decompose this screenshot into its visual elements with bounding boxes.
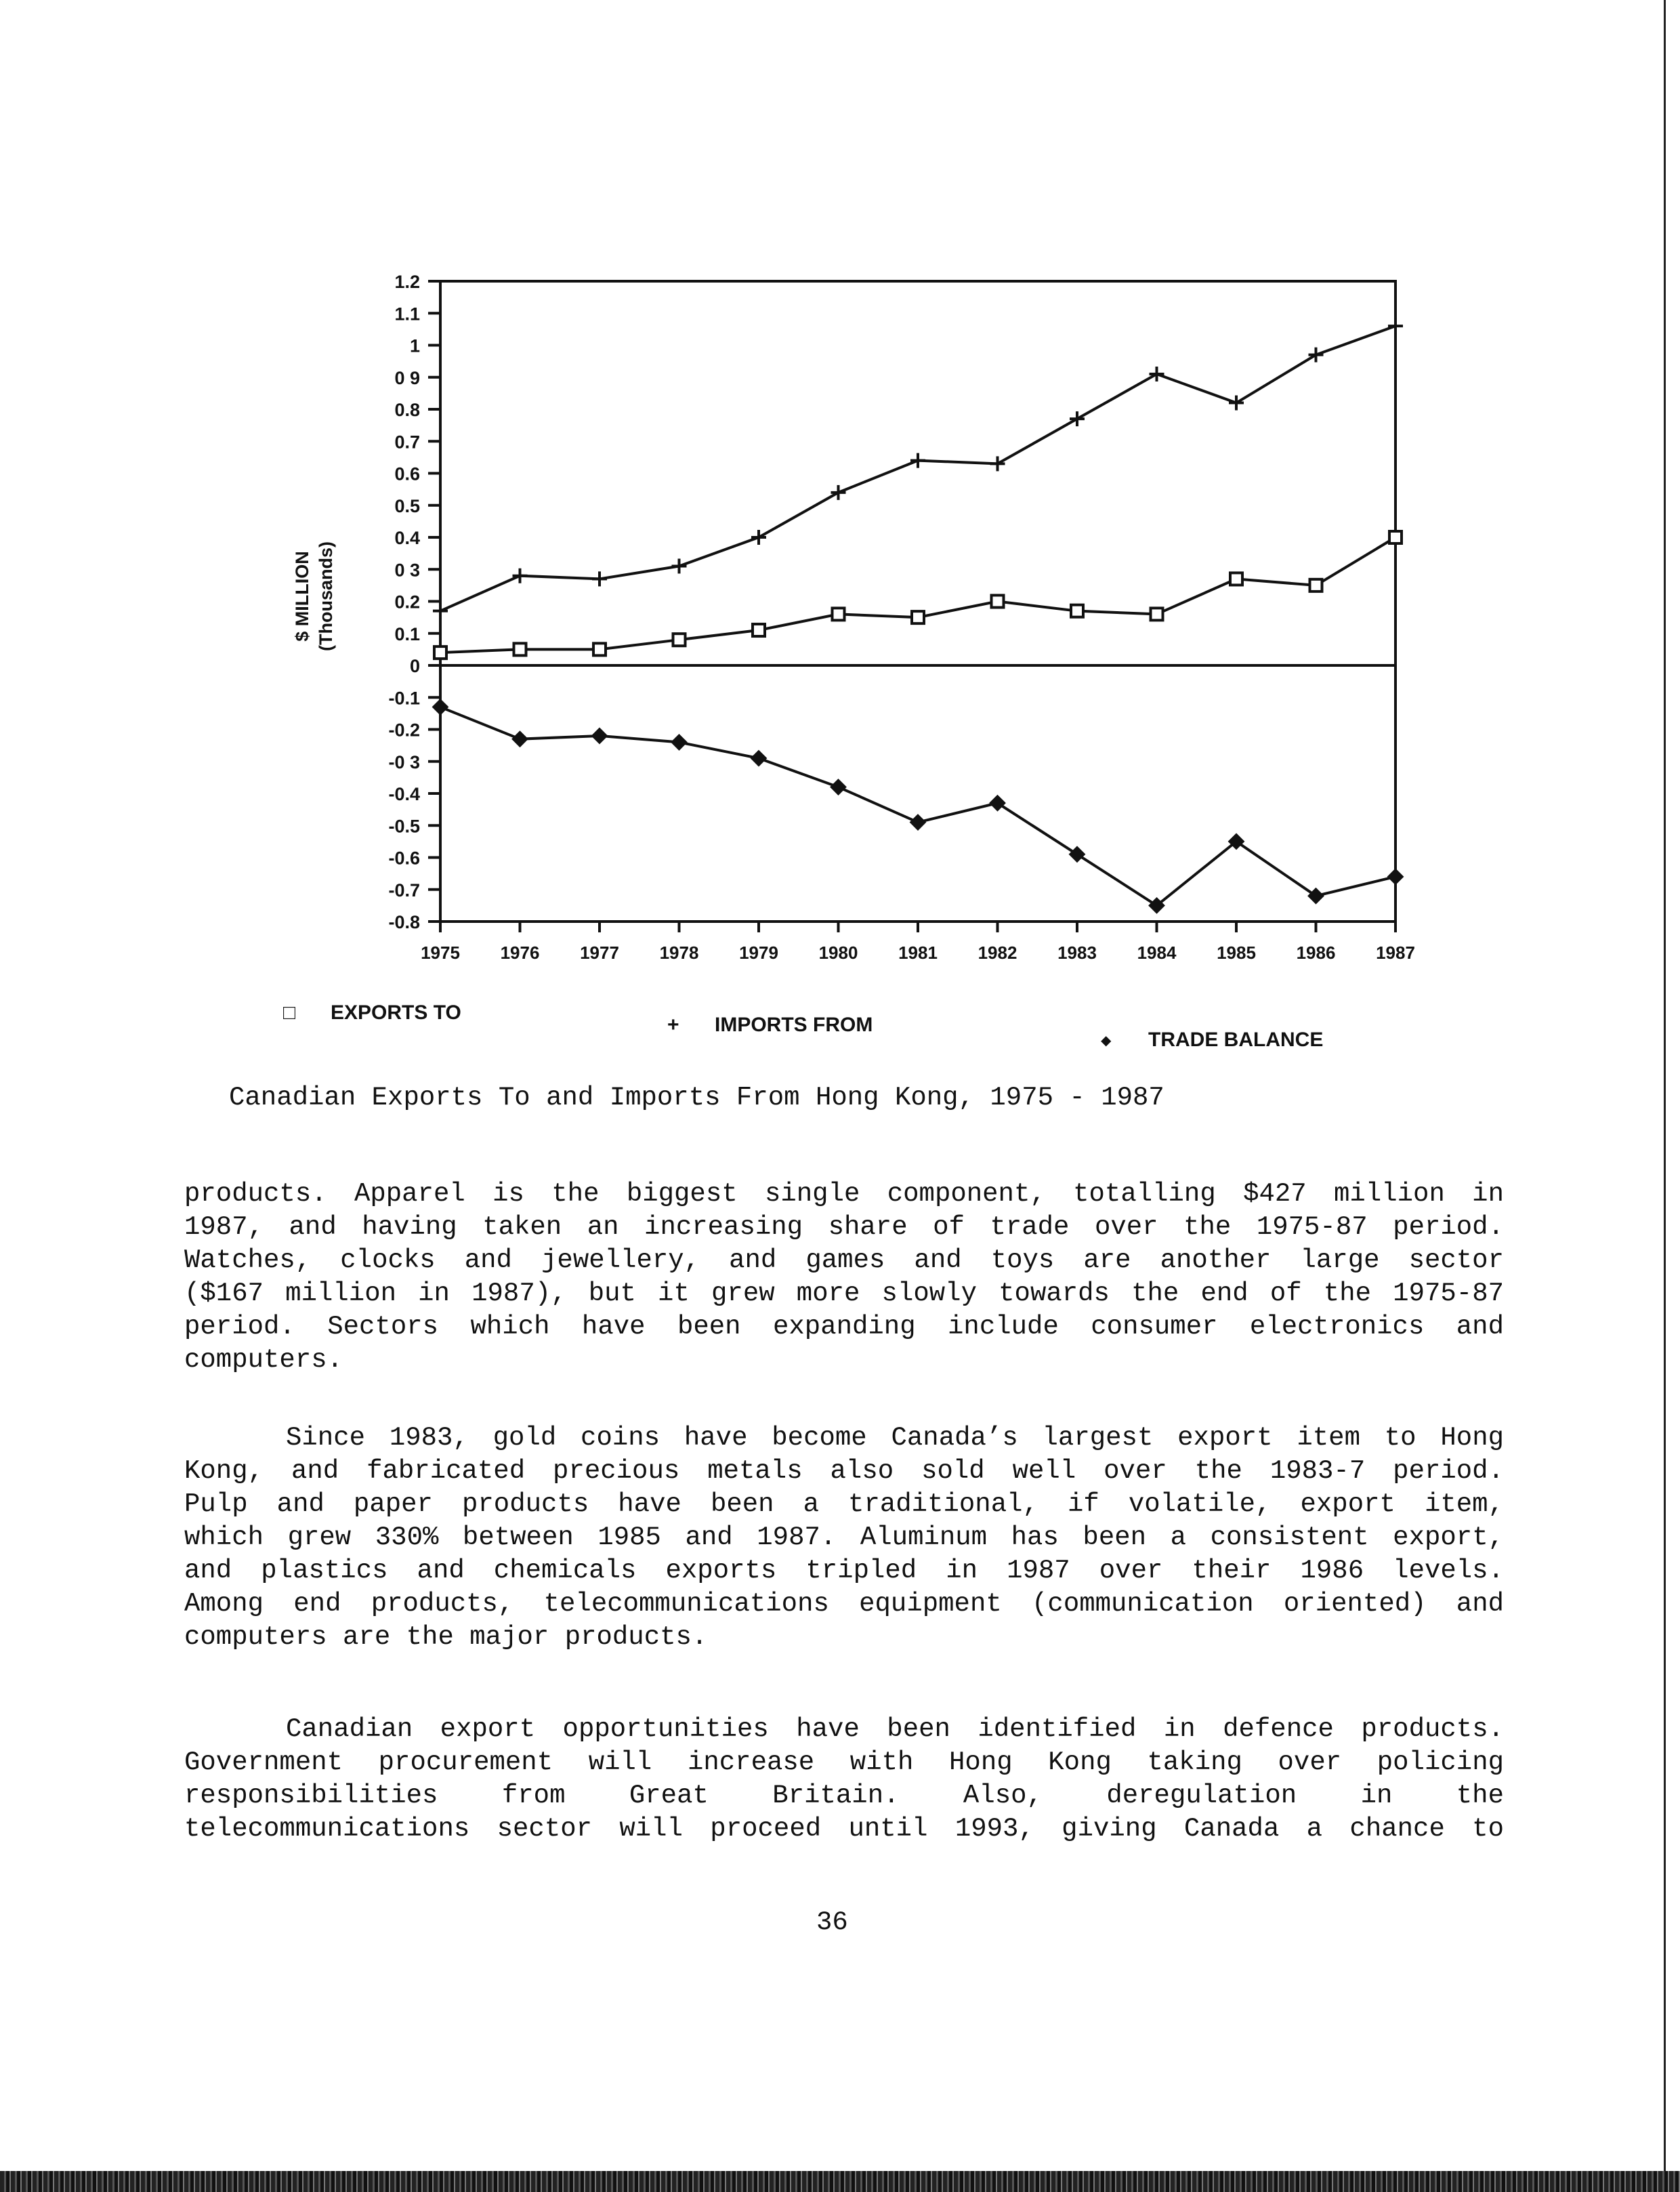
imports-point: [910, 453, 925, 468]
plus-marker-icon: +: [667, 1014, 679, 1036]
text-line: Among end products, telecommunications equipment (communication oriented) and: [184, 1589, 1504, 1619]
exports-point: [1310, 579, 1322, 592]
x-tick-label: 1981: [898, 943, 938, 963]
x-tick-label: 1976: [500, 943, 540, 963]
y-tick-label: -0.4: [388, 784, 420, 804]
text-line: Watches, clocks and jewellery, and games and toys are another large sector: [184, 1245, 1504, 1275]
imports-point: [1150, 367, 1164, 381]
balance-point: [1070, 847, 1085, 862]
imports-point: [1388, 318, 1403, 333]
square-marker-icon: □: [283, 1001, 296, 1024]
text-line: ($167 million in 1987), but it grew more slowly towards the end of the 1975-87: [184, 1279, 1504, 1308]
exports-point: [912, 611, 924, 623]
y-tick-label: 0.6: [394, 463, 420, 484]
y-tick-label: 0 3: [394, 560, 420, 581]
y-tick-label: -0 3: [388, 751, 420, 772]
exports-point: [434, 646, 446, 659]
y-tick-label: 0.5: [394, 495, 420, 516]
y-tick-label: 0.4: [394, 528, 420, 548]
x-tick-label: 1987: [1376, 943, 1415, 963]
y-tick-label: 1.1: [394, 304, 420, 325]
text-line: responsibilities from Great Britain. Also, deregulation in the: [184, 1781, 1504, 1811]
text-line: Since 1983, gold coins have become Canada’s largest export item to Hong: [286, 1423, 1504, 1453]
exports-point: [992, 596, 1004, 608]
exports-point: [514, 643, 526, 655]
exports-point: [753, 624, 765, 636]
x-tick-label: 1982: [978, 943, 1017, 963]
exports-point: [673, 634, 686, 646]
scan-border-bottom: [0, 2171, 1680, 2192]
imports-point: [672, 559, 687, 574]
balance-point: [433, 699, 448, 714]
text-line: telecommunications sector will proceed until 1993, giving Canada a chance to: [184, 1814, 1504, 1844]
y-tick-label: 1.2: [394, 272, 420, 292]
series-line-diamond: [440, 707, 1395, 905]
text-line: period. Sectors which have been expanding include consumer electronics and: [184, 1312, 1504, 1342]
x-tick-label: 1979: [739, 943, 778, 963]
y-tick-label: -0.8: [388, 912, 420, 932]
x-tick-label: 1975: [421, 943, 460, 963]
imports-point: [1070, 411, 1085, 426]
exports-point: [1230, 573, 1242, 585]
imports-point: [831, 485, 846, 500]
y-tick-label: 0.1: [394, 623, 420, 644]
page-number: 36: [816, 1907, 848, 1937]
imports-point: [1229, 396, 1244, 411]
balance-point: [672, 735, 687, 749]
x-tick-label: 1978: [659, 943, 699, 963]
y-tick-label: 1: [409, 335, 420, 356]
y-tick-label: 0.7: [394, 432, 420, 453]
y-tick-label: -0.2: [388, 720, 420, 741]
x-tick-label: 1980: [818, 943, 858, 963]
text-line: Canadian export opportunities have been identified in defence products.: [286, 1714, 1504, 1744]
text-line: Pulp and paper products have been a traditional, if volatile, export item,: [184, 1489, 1504, 1519]
scan-border-right: [1664, 0, 1666, 2171]
x-tick-label: 1986: [1296, 943, 1336, 963]
text-line: computers.: [184, 1345, 343, 1375]
balance-point: [1309, 888, 1324, 903]
exports-point: [1389, 531, 1402, 543]
text-line: and plastics and chemicals exports tripled in 1987 over their 1986 levels.: [184, 1556, 1504, 1586]
y-tick-label: -0.7: [388, 880, 420, 901]
y-tick-label: -0.6: [388, 848, 420, 869]
figure-caption: Canadian Exports To and Imports From Hong Kong, 1975 - 1987: [229, 1083, 1164, 1113]
balance-point: [751, 751, 766, 766]
y-tick-label: 0.8: [394, 400, 420, 420]
text-line: Government procurement will increase with Hong Kong taking over policing: [184, 1748, 1504, 1777]
balance-point: [990, 795, 1005, 810]
text-line: computers are the major products.: [184, 1622, 708, 1652]
paragraph-apparel: [184, 1178, 1504, 1377]
diamond-marker-icon: ◆: [1101, 1033, 1112, 1048]
balance-point: [1388, 869, 1403, 884]
legend-imports: [667, 1014, 873, 1037]
x-tick-label: 1984: [1137, 943, 1177, 963]
y-axis-subtitle: (Thousands): [316, 541, 336, 651]
text-line: Kong, and fabricated precious metals also sold well over the 1983-7 period.: [184, 1456, 1504, 1486]
x-tick-label: 1983: [1057, 943, 1097, 963]
y-tick-label: 0.2: [394, 592, 420, 613]
balance-point: [831, 780, 846, 795]
legend-balance-label: TRADE BALANCE: [1148, 1029, 1324, 1051]
y-tick-label: 0: [409, 656, 420, 676]
legend-exports-label: EXPORTS TO: [331, 1001, 461, 1024]
balance-point: [513, 732, 528, 747]
series-line-plus: [440, 326, 1395, 611]
imports-point: [513, 568, 528, 583]
y-tick-label: 0 9: [394, 367, 420, 388]
exports-point: [1151, 608, 1163, 620]
y-axis-title: $ MILLION: [292, 551, 312, 642]
y-tick-label: -0.1: [388, 688, 420, 709]
x-tick-label: 1977: [580, 943, 619, 963]
text-line: products. Apparel is the biggest single component, totalling $427 million in: [184, 1179, 1504, 1209]
imports-point: [1309, 348, 1324, 363]
y-tick-label: -0.5: [388, 816, 420, 837]
paragraph-gold-coins: [184, 1422, 1504, 1654]
x-tick-label: 1985: [1217, 943, 1256, 963]
legend-balance: [1101, 1029, 1323, 1052]
imports-point: [433, 604, 448, 619]
legend-imports-label: IMPORTS FROM: [715, 1014, 873, 1036]
imports-point: [751, 530, 766, 545]
exports-point: [593, 643, 606, 655]
legend-exports: [283, 1001, 461, 1025]
exports-point: [833, 608, 845, 620]
trade-chart: [0, 0, 1680, 1071]
text-line: which grew 330% between 1985 and 1987. Aluminum has been a consistent export,: [184, 1523, 1504, 1552]
series-line-square: [440, 537, 1395, 653]
exports-point: [1071, 605, 1083, 617]
paragraph-defence: [184, 1713, 1504, 1846]
balance-point: [910, 815, 925, 830]
balance-point: [592, 728, 607, 743]
imports-point: [592, 571, 607, 586]
imports-point: [990, 456, 1005, 471]
text-line: 1987, and having taken an increasing share of trade over the 1975-87 period.: [184, 1212, 1504, 1242]
